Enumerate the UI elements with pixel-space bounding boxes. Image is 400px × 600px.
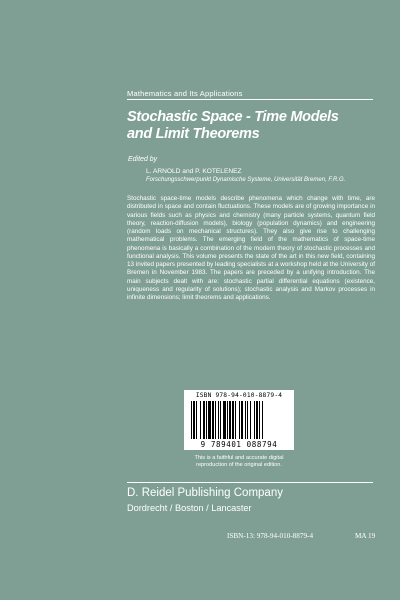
isbn-13: ISBN-13: 978-94-010-8879-4 (227, 532, 314, 540)
book-description: Stochastic space-time models describe phenomena which change with time, are distributed in space and contain fluctuations. These models are of growing importance in various fields such as physics and chemistry (many particle systems, quantum field theory, reaction-diffusion models), biology (population dynamics) and engineering (random loads on mechanical structures). They also give rise to challenging mathematical problems. The emerging field of the mathematics of space-time phenomena is basically a combination of the modern theory of stochastic processes and functional analysis. This volume presents the state of the art in this new field, containing 13 invited papers presented by leading specialists at a workshop held at the University of Bremen in November 1983. The papers are preceded by a unifying introduction. The main subjects dealt with are: stochastic partial differential equations (existence, uniqueness and regularity of solutions); stochastic analysis and Markov processes in infinite dimensions; limit theorems and applications. (127, 195, 375, 301)
series-code: MA 19 (355, 532, 376, 540)
barcode-digits: 9 789401 088794 (200, 440, 278, 449)
barcode-label (184, 390, 294, 450)
publisher-cities: Dordrecht / Boston / Lancaster (127, 503, 252, 513)
barcode-image (190, 401, 288, 439)
publisher-divider (127, 482, 373, 483)
edited-by-label: Edited by (128, 156, 158, 163)
barcode-isbn-text: ISBN 978-94-010-8879-4 (195, 392, 283, 399)
reproduction-note-line-2: reproduction of the original edition. (196, 462, 282, 469)
reproduction-note (184, 455, 294, 469)
book-title-line-2: and Limit Theorems (127, 126, 260, 142)
editors: L. ARNOLD and P. KOTELENEZ (146, 168, 242, 175)
series-divider (127, 99, 373, 100)
reproduction-note-line-1: This is a faithful and accurate digital (194, 455, 284, 461)
book-title (127, 109, 339, 143)
series-name: Mathematics and Its Applications (127, 89, 243, 98)
publisher-name: D. Reidel Publishing Company (127, 487, 283, 499)
editors-affiliation: Forschungsschwerpunkt Dynamische Systeme, Universität Bremen, F.R.G. (146, 177, 346, 183)
book-title-line-1: Stochastic Space - Time Models (127, 109, 339, 125)
